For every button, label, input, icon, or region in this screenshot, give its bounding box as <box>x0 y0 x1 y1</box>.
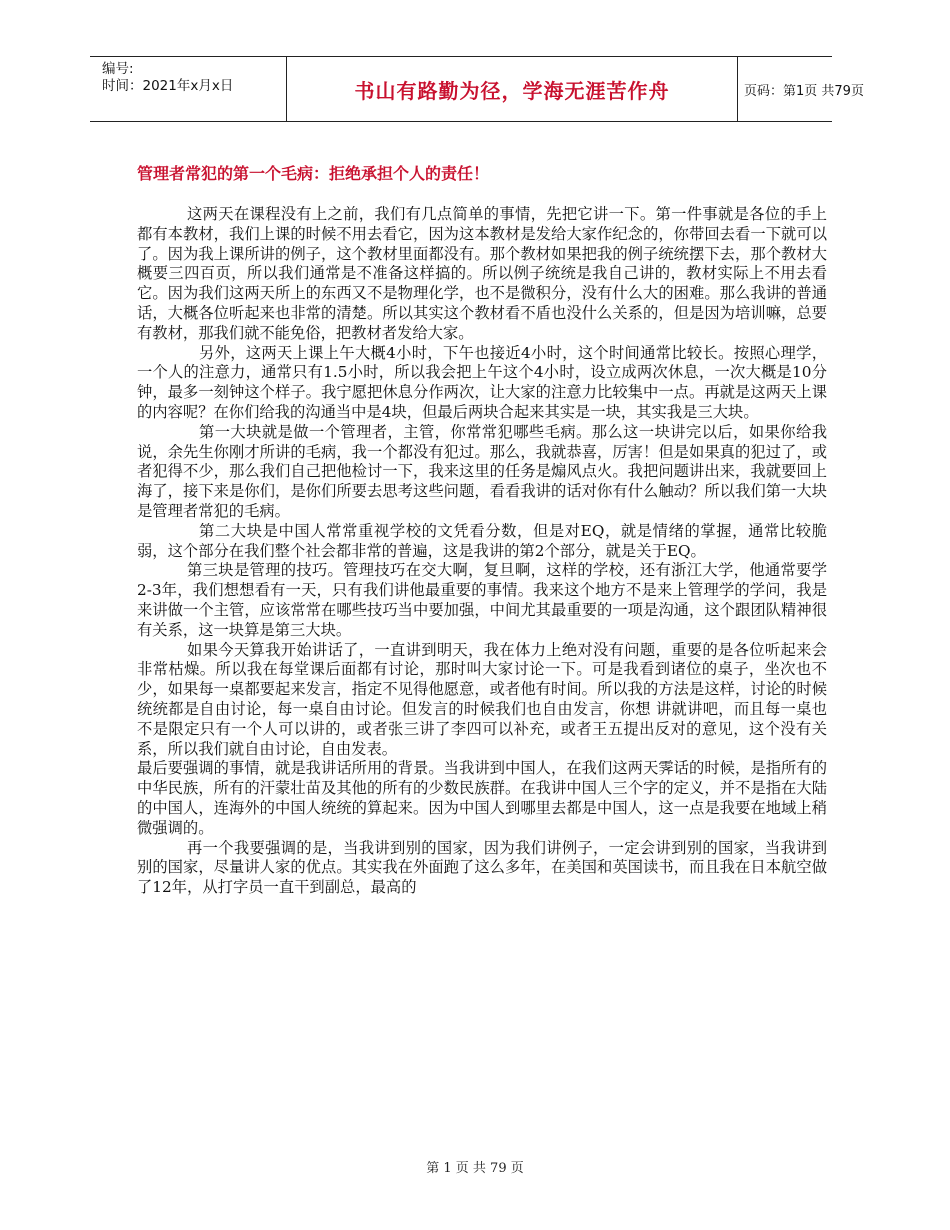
document-body <box>137 205 827 1105</box>
page-header <box>90 56 864 122</box>
paragraph: 另外，这两天上课上午大概4小时，下午也接近4小时，这个时间通常比较长。按照心理学，一个人的注意力，通常只有1.5小时，所以我会把上午这个4小时，设立成两次休息，一次大概是10分钟，最多一刻钟这个样子。我宁愿把休息分作两次，让大家的注意力比较集中一点。再就是这两天上课的内容呢？在你们给我的沟通当中是4块，但最后两块合起来其实是一块，其实我是三大块。 <box>137 343 827 421</box>
time-label: 时间：2021年x月x日 <box>102 78 234 94</box>
header-meta <box>90 57 286 121</box>
number-label: 编号: <box>102 61 134 77</box>
paragraph: 第三块是管理的技巧。管理技巧在交大啊，复旦啊，这样的学校，还有浙江大学，他通常要学2-3年，我们想想看有一天，只有我们讲他最重要的事情。我来这个地方不是来上管理学的学问，我是来讲做一个主管，应该常常在哪些技巧当中要加强，中间尤其最重要的一项是沟通，这个跟团队精神很有关系，这一块算是第三大块。 <box>137 561 827 639</box>
header-motto-cell <box>286 57 738 121</box>
motto: 书山有路勤为径，学海无涯苦作舟 <box>354 78 670 103</box>
paragraph: 再一个我要强调的是，当我讲到别的国家，因为我们讲例子，一定会讲到别的国家，当我讲到别的国家，尽量讲人家的优点。其实我在外面跑了这么多年，在美国和英国读书，而且我在日本航空做了12年，从打字员一直干到副总，最高的 <box>137 838 827 897</box>
page-info: 页码：第1页 共79页 <box>744 83 864 99</box>
document-title: 管理者常犯的第一个毛病：拒绝承担个人的责任！ <box>137 164 490 183</box>
page-footer: 第 1 页 共 79 页 <box>426 1161 524 1176</box>
paragraph: 这两天在课程没有上之前，我们有几点简单的事情，先把它讲一下。第一件事就是各位的手上都有本教材，我们上课的时候不用去看它，因为这本教材是发给大家作纪念的，你带回去看一下就可以了。因为我上课所讲的例子，这个教材里面都没有。那个教材如果把我的例子统统摆下去，那个教材大概要三四百页，所以我们通常是不准备这样搞的。所以例子统统是我自己讲的，教材实际上不用去看它。因为我们这两天所上的东西又不是物理化学，也不是微积分，没有什么大的困难。那么我讲的普通话，大概各位听起来也非常的清楚。所以其实这个教材看不盾也没什么关系的，但是因为培训嘛，总要有教材，那我们就不能免俗，把教材者发给大家。 <box>137 205 827 342</box>
header-page-cell <box>738 57 864 121</box>
paragraph: 最后要强调的事情，就是我讲话所用的背景。当我讲到中国人，在我们这两天霁话的时候，是指所有的中华民族，所有的汗蒙壮苗及其他的所有的少数民族群。在我讲中国人三个字的定义，并不是指在大陆的中国人，连海外的中国人统统的算起来。因为中国人到哪里去都是中国人，这一点是我要在地域上稍微强调的。 <box>137 759 827 837</box>
paragraph: 如果今天算我开始讲话了，一直讲到明天，我在体力上绝对没有问题，重要的是各位听起来会非常枯燥。所以我在每堂课后面都有讨论，那时叫大家讨论一下。可是我看到诸位的桌子，坐次也不少，如果每一桌都要起来发言，指定不见得他愿意，或者他有时间。所以我的方法是这样，讨论的时候统统都是自由讨论，每一桌自由讨论。但发言的时候我们也自由发言，你想 讲就讲吧，而且每一桌也不是限定只有一个人可以讲的，或者张三讲了李四可以补充，或者王五提出反对的意见，这个没有关系，所以我们就自由讨论，自由发表。 <box>137 640 827 758</box>
paragraph: 第一大块就是做一个管理者，主管，你常常犯哪些毛病。那么这一块讲完以后，如果你给我说，余先生你刚才所讲的毛病，我一个都没有犯过。那么，我就恭喜，厉害！但是如果真的犯过了，或者犯得不少，那么我们自己把他检讨一下，我来这里的任务是煽风点火。我把问题讲出来，我就要回上海了，接下来是你们，是你们所要去思考这些问题，看看我讲的话对你有什么触动？所以我们第一大块是管理者常犯的毛病。 <box>137 422 827 520</box>
paragraph: 第二大块是中国人常常重视学校的文凭看分数，但是对EQ，就是情绪的掌握，通常比较脆弱，这个部分在我们整个社会都非常的普遍，这是我讲的第2个部分，就是关于EQ。 <box>137 521 827 560</box>
